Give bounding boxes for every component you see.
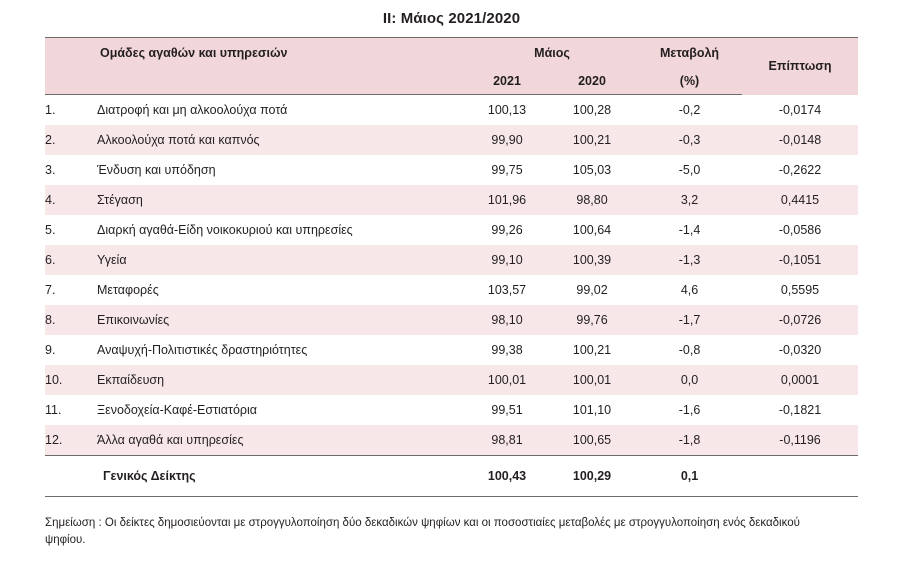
table-header-row-bottom: [45, 68, 858, 95]
row-impact: -0,0726: [742, 305, 858, 335]
header-change-label: Μεταβολή: [637, 38, 742, 69]
row-value-2021: 100,13: [467, 95, 547, 126]
total-index: [45, 456, 97, 497]
table-row: [45, 185, 858, 215]
table-row: [45, 305, 858, 335]
table-row: [45, 245, 858, 275]
header-change-unit: (%): [637, 68, 742, 95]
row-index: 7.: [45, 275, 97, 305]
row-impact: 0,0001: [742, 365, 858, 395]
row-value-2021: 99,51: [467, 395, 547, 425]
row-index: 9.: [45, 335, 97, 365]
total-impact: [742, 456, 858, 497]
row-index: 2.: [45, 125, 97, 155]
total-change: 0,1: [637, 456, 742, 497]
row-label: Στέγαση: [97, 185, 467, 215]
row-change: 3,2: [637, 185, 742, 215]
row-impact: -0,1821: [742, 395, 858, 425]
header-month-text: Μάιος: [534, 46, 570, 60]
row-index: 11.: [45, 395, 97, 425]
row-change: -1,4: [637, 215, 742, 245]
table-row: [45, 395, 858, 425]
table-container: [45, 37, 858, 497]
row-label: Διατροφή και μη αλκοολούχα ποτά: [97, 95, 467, 126]
row-index: 6.: [45, 245, 97, 275]
row-value-2020: 98,80: [547, 185, 637, 215]
row-change: -0,3: [637, 125, 742, 155]
row-impact: -0,0320: [742, 335, 858, 365]
row-index: 12.: [45, 425, 97, 456]
row-value-2020: 100,21: [547, 335, 637, 365]
row-change: -1,6: [637, 395, 742, 425]
page-title: II: Μάιος 2021/2020: [382, 10, 521, 27]
row-impact: -0,0586: [742, 215, 858, 245]
row-value-2020: 100,64: [547, 215, 637, 245]
row-index: 4.: [45, 185, 97, 215]
row-value-2021: 99,26: [467, 215, 547, 245]
header-spacer: [45, 68, 467, 95]
row-change: -5,0: [637, 155, 742, 185]
table-note: Σημείωση : Οι δείκτες δημοσιεύονται με στρογγυλοποίηση δύο δεκαδικών ψηφίων και οι ποσοστιαίες μεταβολές με στρογγυλοποίηση ενός δεκαδικού ψηφίου.: [45, 517, 800, 547]
header-groups-label: Ομάδες αγαθών και υπηρεσιών: [45, 38, 467, 69]
row-index: 1.: [45, 95, 97, 126]
row-change: -0,8: [637, 335, 742, 365]
row-impact: 0,5595: [742, 275, 858, 305]
row-value-2021: 101,96: [467, 185, 547, 215]
table-row: [45, 425, 858, 456]
row-label: Μεταφορές: [97, 275, 467, 305]
row-value-2020: 100,21: [547, 125, 637, 155]
row-value-2020: 100,28: [547, 95, 637, 126]
table-header: [45, 38, 858, 95]
table-row: [45, 275, 858, 305]
header-year-2021: 2021: [467, 68, 547, 95]
table-header-row-top: [45, 38, 858, 69]
row-change: -0,2: [637, 95, 742, 126]
row-value-2021: 100,01: [467, 365, 547, 395]
row-label: Αναψυχή-Πολιτιστικές δραστηριότητες: [97, 335, 467, 365]
total-value-2021: 100,43: [467, 456, 547, 497]
table-row: [45, 155, 858, 185]
table-body: [45, 95, 858, 497]
row-value-2020: 105,03: [547, 155, 637, 185]
table-total-row: [45, 456, 858, 497]
row-label: Διαρκή αγαθά-Είδη νοικοκυριού και υπηρεσίες: [97, 215, 467, 245]
row-label: Άλλα αγαθά και υπηρεσίες: [97, 425, 467, 456]
row-label: Αλκοολούχα ποτά και καπνός: [97, 125, 467, 155]
table-row: [45, 215, 858, 245]
row-label: Υγεία: [97, 245, 467, 275]
row-impact: -0,0148: [742, 125, 858, 155]
row-index: 3.: [45, 155, 97, 185]
row-value-2020: 99,76: [547, 305, 637, 335]
row-value-2021: 99,38: [467, 335, 547, 365]
table-row: [45, 125, 858, 155]
row-change: -1,7: [637, 305, 742, 335]
table-row: [45, 335, 858, 365]
total-label: Γενικός Δείκτης: [97, 456, 467, 497]
cpi-table: [45, 37, 858, 497]
row-value-2020: 100,39: [547, 245, 637, 275]
header-impact-label: Επίπτωση: [742, 38, 858, 95]
row-label: Ένδυση και υπόδηση: [97, 155, 467, 185]
table-row: [45, 365, 858, 395]
row-impact: -0,2622: [742, 155, 858, 185]
row-value-2020: 99,02: [547, 275, 637, 305]
header-month-label: [467, 38, 637, 69]
total-value-2020: 100,29: [547, 456, 637, 497]
row-value-2020: 100,65: [547, 425, 637, 456]
table-row: [45, 95, 858, 126]
row-value-2021: 103,57: [467, 275, 547, 305]
row-change: -1,3: [637, 245, 742, 275]
row-index: 5.: [45, 215, 97, 245]
row-impact: -0,0174: [742, 95, 858, 126]
row-change: 4,6: [637, 275, 742, 305]
row-value-2020: 101,10: [547, 395, 637, 425]
row-impact: -0,1196: [742, 425, 858, 456]
row-index: 8.: [45, 305, 97, 335]
row-value-2021: 99,75: [467, 155, 547, 185]
row-label: Ξενοδοχεία-Καφέ-Εστιατόρια: [97, 395, 467, 425]
row-index: 10.: [45, 365, 97, 395]
row-label: Εκπαίδευση: [97, 365, 467, 395]
row-change: -1,8: [637, 425, 742, 456]
row-value-2021: 98,10: [467, 305, 547, 335]
row-value-2021: 98,81: [467, 425, 547, 456]
row-label: Επικοινωνίες: [97, 305, 467, 335]
row-value-2020: 100,01: [547, 365, 637, 395]
row-impact: 0,4415: [742, 185, 858, 215]
row-value-2021: 99,90: [467, 125, 547, 155]
row-change: 0,0: [637, 365, 742, 395]
row-value-2021: 99,10: [467, 245, 547, 275]
row-impact: -0,1051: [742, 245, 858, 275]
header-year-2020: 2020: [547, 68, 637, 95]
